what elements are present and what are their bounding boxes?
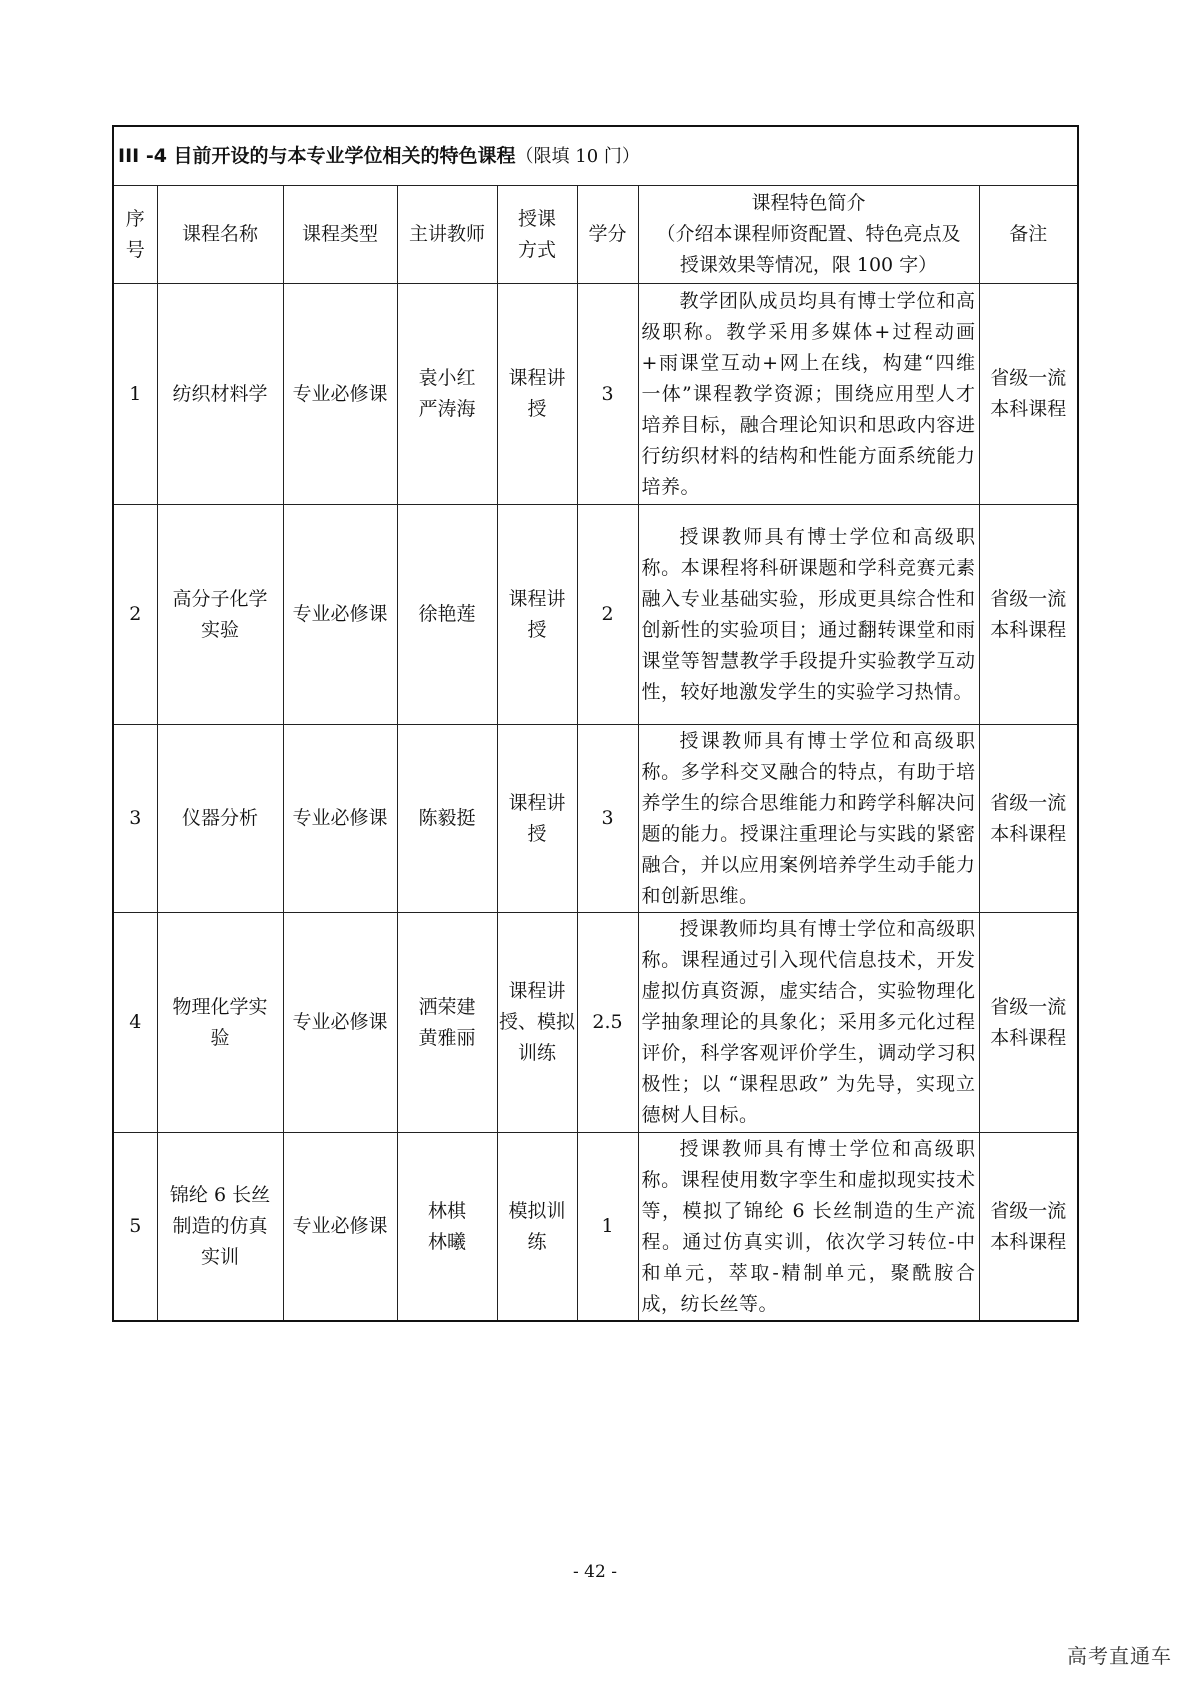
row-course-name: 仪器分析 bbox=[157, 725, 283, 913]
row-teaching-mode: 课程讲 授 bbox=[497, 725, 577, 913]
header-remark: 备注 bbox=[979, 186, 1078, 284]
row-remark: 省级一流 本科课程 bbox=[979, 913, 1078, 1133]
row-course-type: 专业必修课 bbox=[283, 725, 397, 913]
table-row bbox=[113, 1133, 1078, 1322]
section-note: （限填 10 门） bbox=[515, 145, 640, 167]
header-credit: 学分 bbox=[577, 186, 638, 284]
header-description: 课程特色简介 （介绍本课程师资配置、特色亮点及 授课效果等情况，限 100 字） bbox=[638, 186, 979, 284]
row-description: 教学团队成员均具有博士学位和高级职称。教学采用多媒体+过程动画+雨课堂互动+网上在线，构建“四维一体”课程教学资源；围绕应用型人才培养目标，融合理论知识和思政内容进行纺织材料的结构和性能方面系统能力培养。 bbox=[638, 284, 979, 505]
row-seq: 1 bbox=[113, 284, 157, 505]
row-teaching-mode: 课程讲 授 bbox=[497, 284, 577, 505]
row-teaching-mode: 课程讲 授、模拟 训练 bbox=[497, 913, 577, 1133]
row-credit: 2.5 bbox=[577, 913, 638, 1133]
row-credit: 1 bbox=[577, 1133, 638, 1322]
table-row bbox=[113, 725, 1078, 913]
header-teacher: 主讲教师 bbox=[397, 186, 497, 284]
row-remark: 省级一流 本科课程 bbox=[979, 284, 1078, 505]
row-course-name: 纺织材料学 bbox=[157, 284, 283, 505]
row-teacher: 林棋 林曦 bbox=[397, 1133, 497, 1322]
row-course-name: 高分子化学 实验 bbox=[157, 505, 283, 725]
row-course-type: 专业必修课 bbox=[283, 284, 397, 505]
row-teaching-mode: 课程讲 授 bbox=[497, 505, 577, 725]
row-course-type: 专业必修课 bbox=[283, 505, 397, 725]
row-description: 授课教师具有博士学位和高级职称。多学科交叉融合的特点，有助于培养学生的综合思维能力和跨学科解决问题的能力。授课注重理论与实践的紧密融合，并以应用案例培养学生动手能力和创新思维。 bbox=[638, 725, 979, 913]
row-seq: 3 bbox=[113, 725, 157, 913]
row-teacher: 陈毅挺 bbox=[397, 725, 497, 913]
table-caption-row bbox=[113, 126, 1078, 186]
header-seq: 序 号 bbox=[113, 186, 157, 284]
table-row bbox=[113, 284, 1078, 505]
row-description: 授课教师均具有博士学位和高级职称。课程通过引入现代信息技术，开发虚拟仿真资源，虚实结合，实验物理化学抽象理论的具象化；采用多元化过程评价，科学客观评价学生，调动学习积极性；以 “课程思政” 为先导，实现立德树人目标。 bbox=[638, 913, 979, 1133]
featured-courses-table bbox=[112, 125, 1079, 1322]
header-course-name: 课程名称 bbox=[157, 186, 283, 284]
table-caption bbox=[113, 126, 1078, 186]
row-remark: 省级一流 本科课程 bbox=[979, 1133, 1078, 1322]
table-row bbox=[113, 913, 1078, 1133]
header-course-type: 课程类型 bbox=[283, 186, 397, 284]
row-teacher: 洒荣建 黄雅丽 bbox=[397, 913, 497, 1133]
page-number: - 42 - bbox=[573, 1562, 617, 1582]
row-seq: 5 bbox=[113, 1133, 157, 1322]
row-credit: 3 bbox=[577, 725, 638, 913]
watermark-text: 高考直通车 bbox=[1067, 1644, 1172, 1668]
row-description: 授课教师具有博士学位和高级职称。本课程将科研课题和学科竞赛元素融入专业基础实验，形成更具综合性和创新性的实验项目；通过翻转课堂和雨课堂等智慧教学手段提升实验教学互动性，较好地激发学生的实验学习热情。 bbox=[638, 505, 979, 725]
table-header-row bbox=[113, 186, 1078, 284]
row-remark: 省级一流 本科课程 bbox=[979, 505, 1078, 725]
row-teacher: 徐艳莲 bbox=[397, 505, 497, 725]
row-course-type: 专业必修课 bbox=[283, 1133, 397, 1322]
row-course-name: 物理化学实 验 bbox=[157, 913, 283, 1133]
row-course-name: 锦纶 6 长丝 制造的仿真 实训 bbox=[157, 1133, 283, 1322]
header-teaching-mode: 授课 方式 bbox=[497, 186, 577, 284]
row-seq: 4 bbox=[113, 913, 157, 1133]
table-row bbox=[113, 505, 1078, 725]
row-credit: 2 bbox=[577, 505, 638, 725]
row-teacher: 袁小红 严涛海 bbox=[397, 284, 497, 505]
row-course-type: 专业必修课 bbox=[283, 913, 397, 1133]
section-title: III -4 目前开设的与本专业学位相关的特色课程 bbox=[118, 144, 516, 167]
row-remark: 省级一流 本科课程 bbox=[979, 725, 1078, 913]
row-credit: 3 bbox=[577, 284, 638, 505]
row-description: 授课教师具有博士学位和高级职称。课程使用数字孪生和虚拟现实技术等，模拟了锦纶 6 长丝制造的生产流程。通过仿真实训，依次学习转位-中和单元，萃取-精制单元，聚酰胺合成，纺长丝等。 bbox=[638, 1133, 979, 1322]
row-teaching-mode: 模拟训 练 bbox=[497, 1133, 577, 1322]
row-seq: 2 bbox=[113, 505, 157, 725]
